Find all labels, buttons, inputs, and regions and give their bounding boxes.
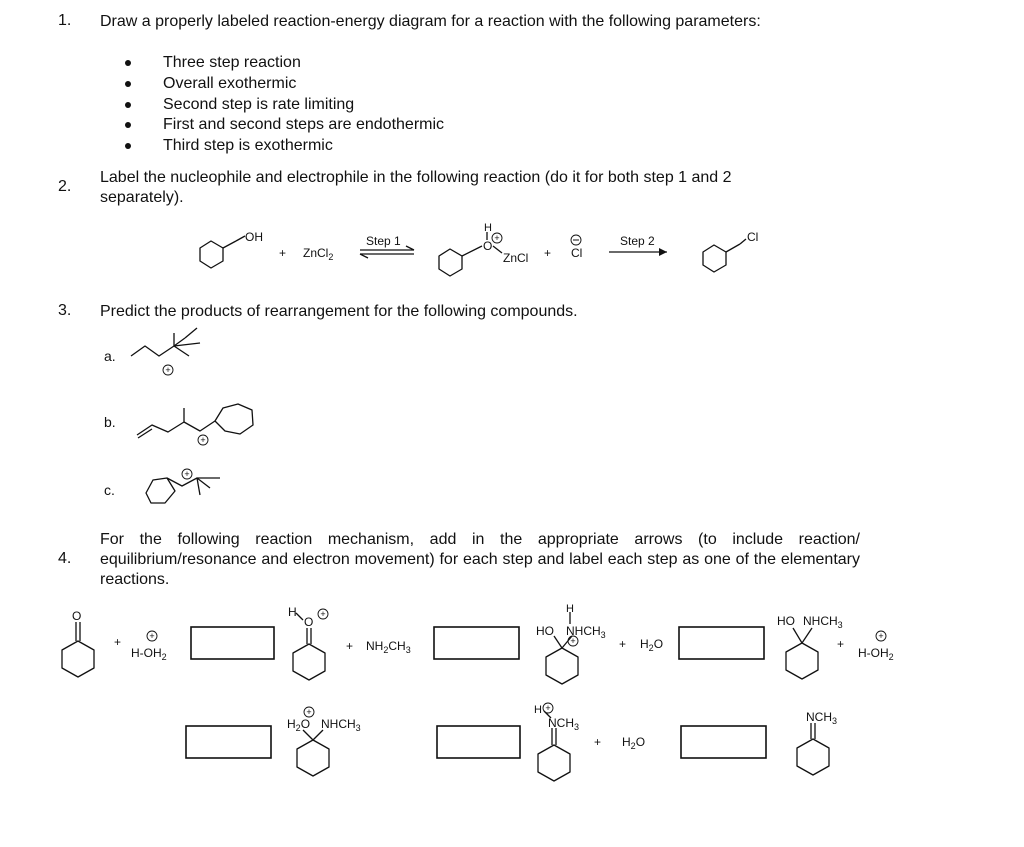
hydroxyl-label: HO	[777, 614, 795, 628]
cyclohexane-ring	[297, 740, 329, 776]
nhch3-label: $NHCH_3$	[321, 717, 361, 733]
imine-label: $NCH_3$	[806, 710, 838, 726]
answer-box[interactable]	[681, 726, 766, 758]
q1-bullet: Overall exothermic	[125, 74, 444, 95]
step1-label: Step 1	[366, 234, 401, 248]
oxygen-label: O	[304, 615, 314, 629]
q1-bullet: Three step reaction	[125, 53, 444, 74]
cyclohexane-ring	[786, 643, 818, 679]
charge-label: +	[494, 233, 500, 243]
q3-number: 3.	[58, 302, 72, 319]
step2-label: Step 2	[620, 234, 655, 248]
carbocation-chain	[137, 421, 215, 435]
cyclohexane-ring	[538, 745, 570, 781]
charge-label: +	[878, 631, 884, 641]
q2-number: 2.	[58, 178, 72, 195]
q3-text: Predict the products of rearrangement for the following compounds.	[100, 303, 578, 320]
cyclohexane-ring	[439, 249, 462, 276]
answer-box[interactable]	[191, 627, 274, 659]
cyclohexane-ring	[797, 739, 829, 775]
zncl-label: ZnCl	[503, 251, 529, 265]
hydrogen-label: H	[484, 222, 492, 234]
hydronium-label: $H-OH_2$	[858, 646, 894, 662]
nhch3-label: $NHCH_3$	[803, 614, 843, 630]
q1-bullet: Third step is exothermic	[125, 136, 444, 157]
water-label: $H_2O$	[622, 735, 646, 751]
cyclohexane-ring	[546, 648, 578, 684]
water-leaving-group-label: $H_2O$	[287, 717, 311, 733]
q3-part-b-label: b.	[104, 414, 116, 430]
charge-label: +	[306, 707, 312, 717]
hydrogen-label: H	[566, 603, 574, 615]
q3-part-a-label: a.	[104, 348, 116, 364]
hydroxyl-label: OH	[245, 230, 263, 244]
answer-box[interactable]	[679, 627, 764, 659]
cyclohexane-ring	[293, 644, 325, 680]
plus-sign: +	[346, 639, 354, 653]
hydrogen-label: H	[534, 704, 542, 716]
charge-label: +	[200, 435, 206, 445]
plus-sign: +	[619, 637, 627, 651]
cyclohexane-ring	[703, 245, 726, 272]
charge-label: +	[165, 365, 171, 375]
cyclohexane-ring	[215, 404, 253, 434]
plus-sign: +	[544, 246, 552, 260]
plus-sign: +	[837, 637, 845, 651]
hydroxyl-label: HO	[536, 624, 554, 638]
chloro-label: Cl	[747, 230, 759, 244]
plus-sign: +	[279, 246, 287, 260]
plus-sign: +	[114, 635, 122, 649]
charge-label: +	[184, 469, 190, 479]
q1-text: Draw a properly labeled reaction-energy diagram for a reaction with the following parameters:	[100, 13, 761, 30]
q4-number: 4.	[58, 550, 72, 567]
charge-label: +	[570, 636, 576, 646]
charge-label: +	[320, 609, 326, 619]
plus-sign: +	[594, 735, 602, 749]
q3-part-c-label: c.	[104, 482, 115, 498]
chloride-label: Cl	[571, 246, 583, 260]
q4-text: For the following reaction mechanism, add in the appropriate arrows (to include reaction/ equilibrium/resonance and electron movement) for each step and label each step as one of the elementary reactions.	[100, 531, 860, 588]
iminium-label: $NCH_3$	[548, 716, 580, 732]
zinc-chloride-label: ZnCl$_2$	[303, 246, 334, 262]
methylamine-label: $NH_2CH_3$	[366, 639, 411, 655]
q2-text: Label the nucleophile and electrophile in the following reaction (do it for both step 1 and 2 separately).	[100, 169, 732, 206]
cyclohexane-ring	[200, 241, 223, 268]
q1-number: 1.	[58, 12, 72, 29]
q1-bullet: First and second steps are endothermic	[125, 115, 444, 136]
q1-bullet: Second step is rate limiting	[125, 95, 444, 116]
cyclohexane-ring	[62, 641, 94, 677]
hydronium-label: $H-OH_2$	[131, 646, 167, 662]
charge-label: +	[149, 631, 155, 641]
cyclopentane-ring	[146, 478, 175, 503]
water-label: $H_2O$	[640, 637, 664, 653]
nhch3-label: $NHCH_3$	[566, 624, 606, 640]
charge-label: +	[545, 703, 551, 713]
answer-box[interactable]	[434, 627, 519, 659]
oxygen-label: O	[483, 239, 493, 253]
carbonyl-oxygen-label: O	[72, 609, 82, 623]
hydrogen-label: H	[288, 605, 297, 619]
carbocation-chain	[131, 346, 189, 356]
answer-box[interactable]	[186, 726, 271, 758]
answer-box[interactable]	[437, 726, 520, 758]
